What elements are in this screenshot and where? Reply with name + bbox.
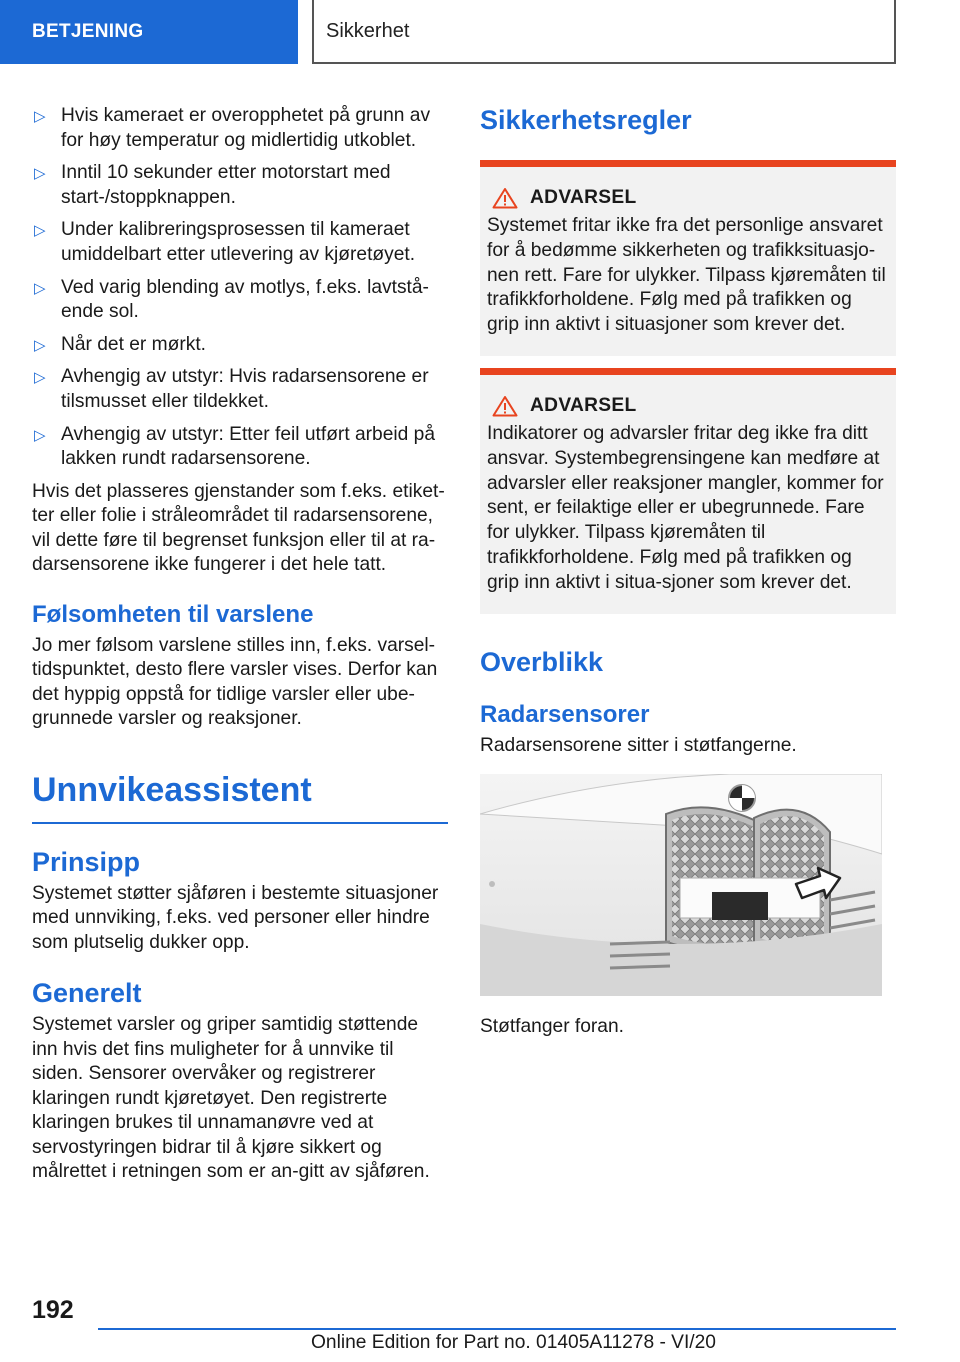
triangle-right-icon: ▷ [34, 108, 46, 125]
warning-box [480, 160, 896, 356]
sensitivity-heading: Følsomheten til varslene [32, 600, 314, 628]
condition-list [32, 104, 448, 472]
list-item: ▷ Avhengig av utstyr: Hvis radarsensorene er tilsmusset eller tildekket. [34, 366, 429, 412]
edition-text: Online Edition for Part no. 01405A11278 - VI/20 [311, 1332, 716, 1353]
photo-caption: Støtfanger foran. [480, 1016, 624, 1038]
warning-title: ADVARSEL [530, 394, 637, 416]
triangle-right-icon: ▷ [34, 279, 46, 297]
bumper-illustration [480, 774, 882, 996]
radar-paragraph: Radarsensorene sitter i støtfangerne. [480, 734, 797, 756]
list-item: ▷ Avhengig av utstyr: Etter feil utført arbeid på lakken rundt radarsensorene. [34, 423, 435, 470]
warning-triangle-icon [492, 395, 518, 417]
list-item: ▷ Ved varig blending av motlys, f.eks. lavtstå-ende sol. [34, 276, 429, 323]
chapter-label: Sikkerhet [326, 19, 410, 42]
triangle-right-icon: ▷ [34, 336, 46, 354]
objects-paragraph: Hvis det plasseres gjenstander som f.eks. etiket-ter eller folie i stråleområdet til radarsensorene, vil dette føre til begrenset funksjon eller til at ra-darsensorene ikke fungerer i det hele tatt. [32, 480, 445, 576]
list-item: ▷ Hvis kameraet er overopphetet på grunn av for høy temperatur og midlertidig utkoblet. [34, 105, 431, 151]
main-heading: Unnvikeassistent [32, 770, 312, 809]
overview-heading: Overblikk [480, 646, 604, 677]
heading-rule [32, 822, 448, 824]
warning-header [492, 187, 888, 209]
general-paragraph: Systemet varsler og griper samtidig støttende inn hvis det fins muligheter for å unnvike til siden. Sensorer overvåker og registrerer klaringen rundt kjøretøyet. Den registrerte klaringen brukes til unnamanøvre ved at servostyringen bidrar til å kjøre sikkert og målrettet i retningen som er an-gitt av sjåføren. [32, 1014, 430, 1183]
triangle-right-icon: ▷ [34, 165, 46, 183]
list-item: ▷ Inntil 10 sekunder etter motorstart med start-/stoppknappen. [34, 162, 391, 208]
footer-rule [98, 1328, 896, 1330]
triangle-right-icon: ▷ [34, 426, 46, 444]
list-item: ▷ Under kalibreringsprosessen til kameraet umiddelbart etter utlevering av kjøretøyet. [34, 219, 416, 265]
radar-heading: Radarsensorer [480, 700, 650, 728]
list-item: ▷ Når det er mørkt. [32, 333, 448, 358]
right-column [480, 104, 896, 1040]
warning-triangle-icon [492, 187, 518, 209]
sensitivity-paragraph: Jo mer følsom varslene stilles inn, f.eks. varsel-tidspunktet, desto flere varsler vises. Derfor kan det hyppig oppstå for tidlige varsler eller ube-grunnede varsler og reaksjoner. [32, 634, 438, 730]
warning-text: Indikatorer og advarsler fritar deg ikke fra ditt ansvar. Systembegrensingene kan medføre at advarsler eller reaksjoner mangler, kommer for sent, er feilaktige eller er ubegrunnede. Fare for ulykker. Tilpass kjøremåten til trafikkforholdene. Følg med på trafikken og grip inn aktivt i situa-sjoner som krever det. [487, 422, 884, 593]
section-label: BETJENING [32, 21, 144, 42]
warning-title: ADVARSEL [530, 187, 637, 208]
warning-text: Systemet fritar ikke fra det personlige ansvaret for å bedømme sikkerheten og trafikksituasjo-nen rett. Fare for ulykker. Tilpass kjøremåten til trafikkforholdene. Følg med på trafikken og grip inn aktivt i situasjoner som krever det. [487, 215, 886, 336]
chapter-tab [312, 0, 896, 64]
principle-paragraph: Systemet støtter sjåføren i bestemte situasjoner med unnviking, f.eks. ved personer eller hindre som plutselig dukker opp. [32, 882, 439, 953]
principle-heading: Prinsipp [32, 846, 141, 877]
warning-header [492, 395, 888, 417]
page-number: 192 [32, 1296, 74, 1324]
triangle-right-icon: ▷ [34, 222, 46, 240]
warning-box [480, 368, 896, 614]
section-tab [0, 0, 298, 64]
triangle-right-icon: ▷ [34, 369, 46, 387]
general-heading: Generelt [32, 978, 142, 1009]
safety-heading: Sikkerhetsregler [480, 105, 692, 135]
left-column [32, 104, 448, 1185]
